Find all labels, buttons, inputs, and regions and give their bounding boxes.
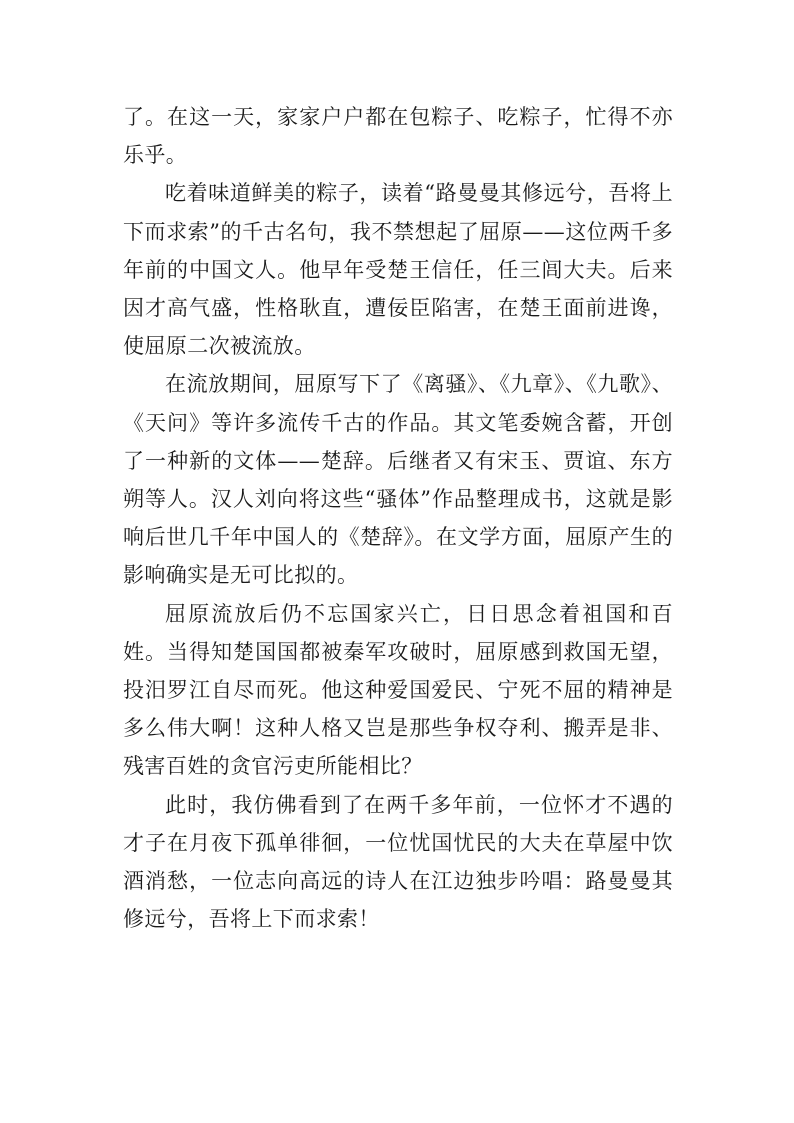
paragraph-4: 屈原流放后仍不忘国家兴亡，日日思念着祖国和百姓。当得知楚国国都被秦军攻破时，屈原感到救国无望，投汨罗江自尽而死。他这种爱国爱民、宁死不屈的精神是多么伟大啊！这种人格又岂是那些争权夺利、搬弄是非、残害百姓的贪官污吏所能相比？ [123, 601, 673, 779]
paragraph-3: 在流放期间，屈原写下了《离骚》、《九章》、《九歌》、《天问》等许多流传千古的作品。其文笔委婉含蓄，开创了一种新的文体——楚辞。后继者又有宋玉、贾谊、东方朔等人。汉人刘向将这些“骚体”作品整理成书，这就是影响后世几千年中国人的《楚辞》。在文学方面，屈原产生的影响确实是无可比拟的。 [123, 372, 673, 588]
paragraph-2: 吃着味道鲜美的粽子，读着“路曼曼其修远兮，吾将上下而求索”的千古名句，我不禁想起了屈原——这位两千多年前的中国文人。他早年受楚王信任，任三闾大夫。后来因才高气盛，性格耿直，遭佞臣陷害，在楚王面前进谗，使屈原二次被流放。 [123, 181, 673, 359]
paragraph-5: 此时，我仿佛看到了在两千多年前，一位怀才不遇的才子在月夜下孤单徘徊，一位忧国忧民的大夫在草屋中饮酒消愁，一位志向高远的诗人在江边独步吟唱：路曼曼其修远兮，吾将上下而求索！ [123, 792, 673, 932]
paragraph-1: 了。在这一天，家家户户都在包粽子、吃粽子，忙得不亦乐乎。 [123, 105, 673, 168]
essay-body [123, 98, 673, 938]
